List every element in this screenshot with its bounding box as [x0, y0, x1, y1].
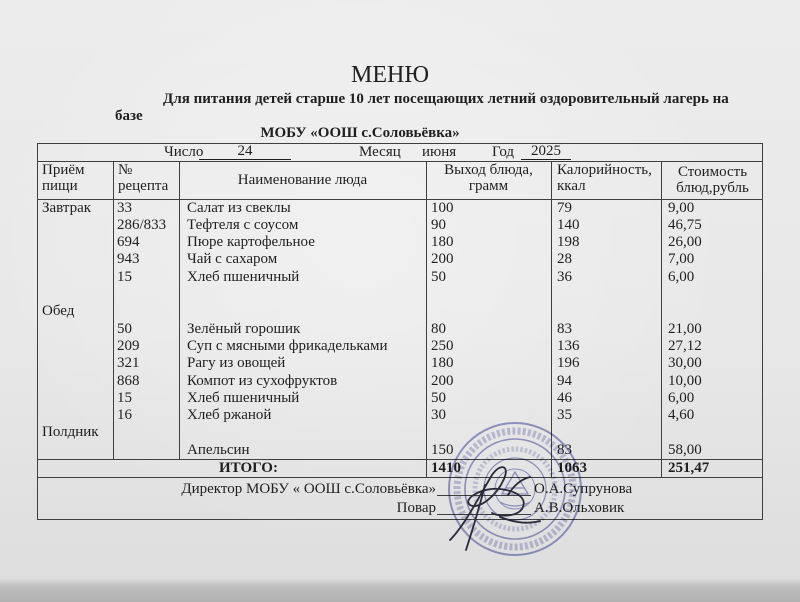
- header-meal-line-2: пищи: [42, 178, 78, 194]
- dish-weight: 200: [431, 251, 454, 268]
- dish-weight: 90: [431, 216, 446, 233]
- document-title: МЕНЮ: [351, 62, 429, 88]
- table-row: [38, 338, 762, 355]
- cook-name: А.В.Ольховик: [534, 499, 625, 516]
- header-dish: Наименование люда: [237, 172, 368, 188]
- dish-cost: 26,00: [668, 234, 702, 251]
- dish-name: Апельсин: [187, 441, 250, 458]
- dish-weight: 200: [431, 372, 454, 389]
- dish-name: Суп с мясными фрикадельками: [187, 337, 388, 354]
- table-row: [38, 442, 762, 459]
- table-row: [38, 217, 762, 234]
- director-name: О.А.Супрунова: [534, 480, 633, 497]
- dish-cost: 46,75: [668, 216, 702, 233]
- director-signature-line: [437, 495, 531, 496]
- dish-cost: 27,12: [668, 337, 702, 354]
- dish-calories: 46: [557, 389, 572, 406]
- table-body: [38, 144, 762, 519]
- meal-label: Полдник: [42, 424, 99, 441]
- recipe-number: 33: [117, 199, 132, 216]
- year-value: 2025: [521, 144, 571, 160]
- dish-name: Тефтеля с соусом: [187, 216, 299, 233]
- cook-label: Повар: [396, 499, 436, 516]
- dish-cost: 6,00: [668, 268, 695, 285]
- header-calories-line-2: ккал: [557, 178, 586, 194]
- dish-calories: 79: [557, 199, 572, 216]
- month-value: июня: [422, 144, 457, 160]
- dish-calories: 35: [557, 407, 572, 424]
- dish-name: Хлеб пшеничный: [187, 389, 300, 406]
- recipe-number: 868: [117, 372, 140, 389]
- table-row: [38, 200, 762, 217]
- header-cost-line-1: Стоимость: [677, 164, 748, 180]
- menu-table: [37, 143, 763, 520]
- dish-calories: 198: [557, 234, 580, 251]
- dish-cost: 58,00: [668, 441, 702, 458]
- recipe-number: 286/833: [117, 216, 167, 233]
- header-meal-line-1: Приём: [42, 162, 85, 178]
- dish-name: Рагу из овощей: [187, 355, 286, 372]
- dish-calories: 36: [557, 268, 572, 285]
- dish-calories: 83: [557, 320, 572, 337]
- table-row: [38, 234, 762, 251]
- year-label: Год: [492, 144, 515, 160]
- recipe-number: 15: [117, 389, 132, 406]
- total-label: ИТОГО:: [219, 459, 278, 476]
- dish-cost: 7,00: [668, 251, 695, 268]
- recipe-number: 15: [117, 268, 132, 285]
- day-label: Число: [164, 144, 204, 160]
- header-recipe-line-2: рецепта: [118, 178, 169, 194]
- recipe-number: 694: [117, 234, 140, 251]
- total-calories: 1063: [557, 459, 587, 476]
- dish-name: Пюре картофельное: [187, 234, 315, 251]
- table-row: [38, 269, 762, 286]
- dish-calories: 28: [557, 251, 572, 268]
- header-weight-line-1: Выход блюда,: [444, 162, 533, 178]
- table-row: [38, 407, 762, 424]
- header-weight-line-2: грамм: [468, 178, 509, 194]
- cook-signature-line: [437, 514, 531, 515]
- month-label: Месяц: [359, 144, 401, 160]
- dish-cost: 4,60: [668, 407, 695, 424]
- dish-cost: 30,00: [668, 355, 702, 372]
- dish-weight: 80: [431, 320, 446, 337]
- school-name: МОБУ «ООШ с.Соловьёвка»: [260, 125, 460, 141]
- dish-name: Хлеб пшеничный: [187, 268, 300, 285]
- document-subtitle-line-1: Для питания детей старше 10 лет посещающих летний оздоровительный лагерь на: [163, 91, 729, 107]
- table-row: [38, 390, 762, 407]
- total-cost: 251,47: [668, 459, 710, 476]
- meal-label: Обед: [42, 303, 75, 320]
- table-row: [38, 321, 762, 338]
- dish-weight: 100: [431, 199, 454, 216]
- dish-weight: 50: [431, 268, 446, 285]
- dish-name: Зелёный горошик: [187, 320, 301, 337]
- dish-weight: 180: [431, 234, 454, 251]
- document-subtitle-line-2: базе: [115, 108, 143, 124]
- director-label: Директор МОБУ « ООШ с.Соловьёвка»: [181, 480, 436, 497]
- dish-weight: 150: [431, 441, 454, 458]
- recipe-number: 943: [117, 251, 140, 268]
- recipe-number: 321: [117, 355, 140, 372]
- dish-cost: 6,00: [668, 389, 695, 406]
- header-cost-line-2: блюд,рубль: [676, 180, 749, 196]
- meal-label: Завтрак: [42, 199, 92, 216]
- table-row: [38, 251, 762, 268]
- recipe-number: 209: [117, 337, 140, 354]
- dish-weight: 180: [431, 355, 454, 372]
- dish-cost: 9,00: [668, 199, 695, 216]
- total-weight: 1410: [431, 459, 461, 476]
- dish-calories: 136: [557, 337, 580, 354]
- recipe-number: 16: [117, 407, 132, 424]
- dish-weight: 30: [431, 407, 446, 424]
- dish-cost: 21,00: [668, 320, 702, 337]
- dish-calories: 83: [557, 441, 572, 458]
- dish-weight: 50: [431, 389, 446, 406]
- recipe-number: 50: [117, 320, 132, 337]
- dish-name: Хлеб ржаной: [187, 407, 272, 424]
- table-row: [38, 355, 762, 372]
- dish-weight: 250: [431, 337, 454, 354]
- dish-cost: 10,00: [668, 372, 702, 389]
- dish-calories: 140: [557, 216, 580, 233]
- dish-name: Компот из сухофруктов: [187, 372, 338, 389]
- table-row: [38, 373, 762, 390]
- day-value: 24: [199, 144, 291, 160]
- header-calories-line-1: Калорийность,: [557, 162, 652, 178]
- dish-name: Чай с сахаром: [187, 251, 278, 268]
- dish-name: Салат из свеклы: [187, 199, 291, 216]
- header-recipe-line-1: №: [118, 162, 133, 178]
- dish-calories: 94: [557, 372, 572, 389]
- dish-calories: 196: [557, 355, 580, 372]
